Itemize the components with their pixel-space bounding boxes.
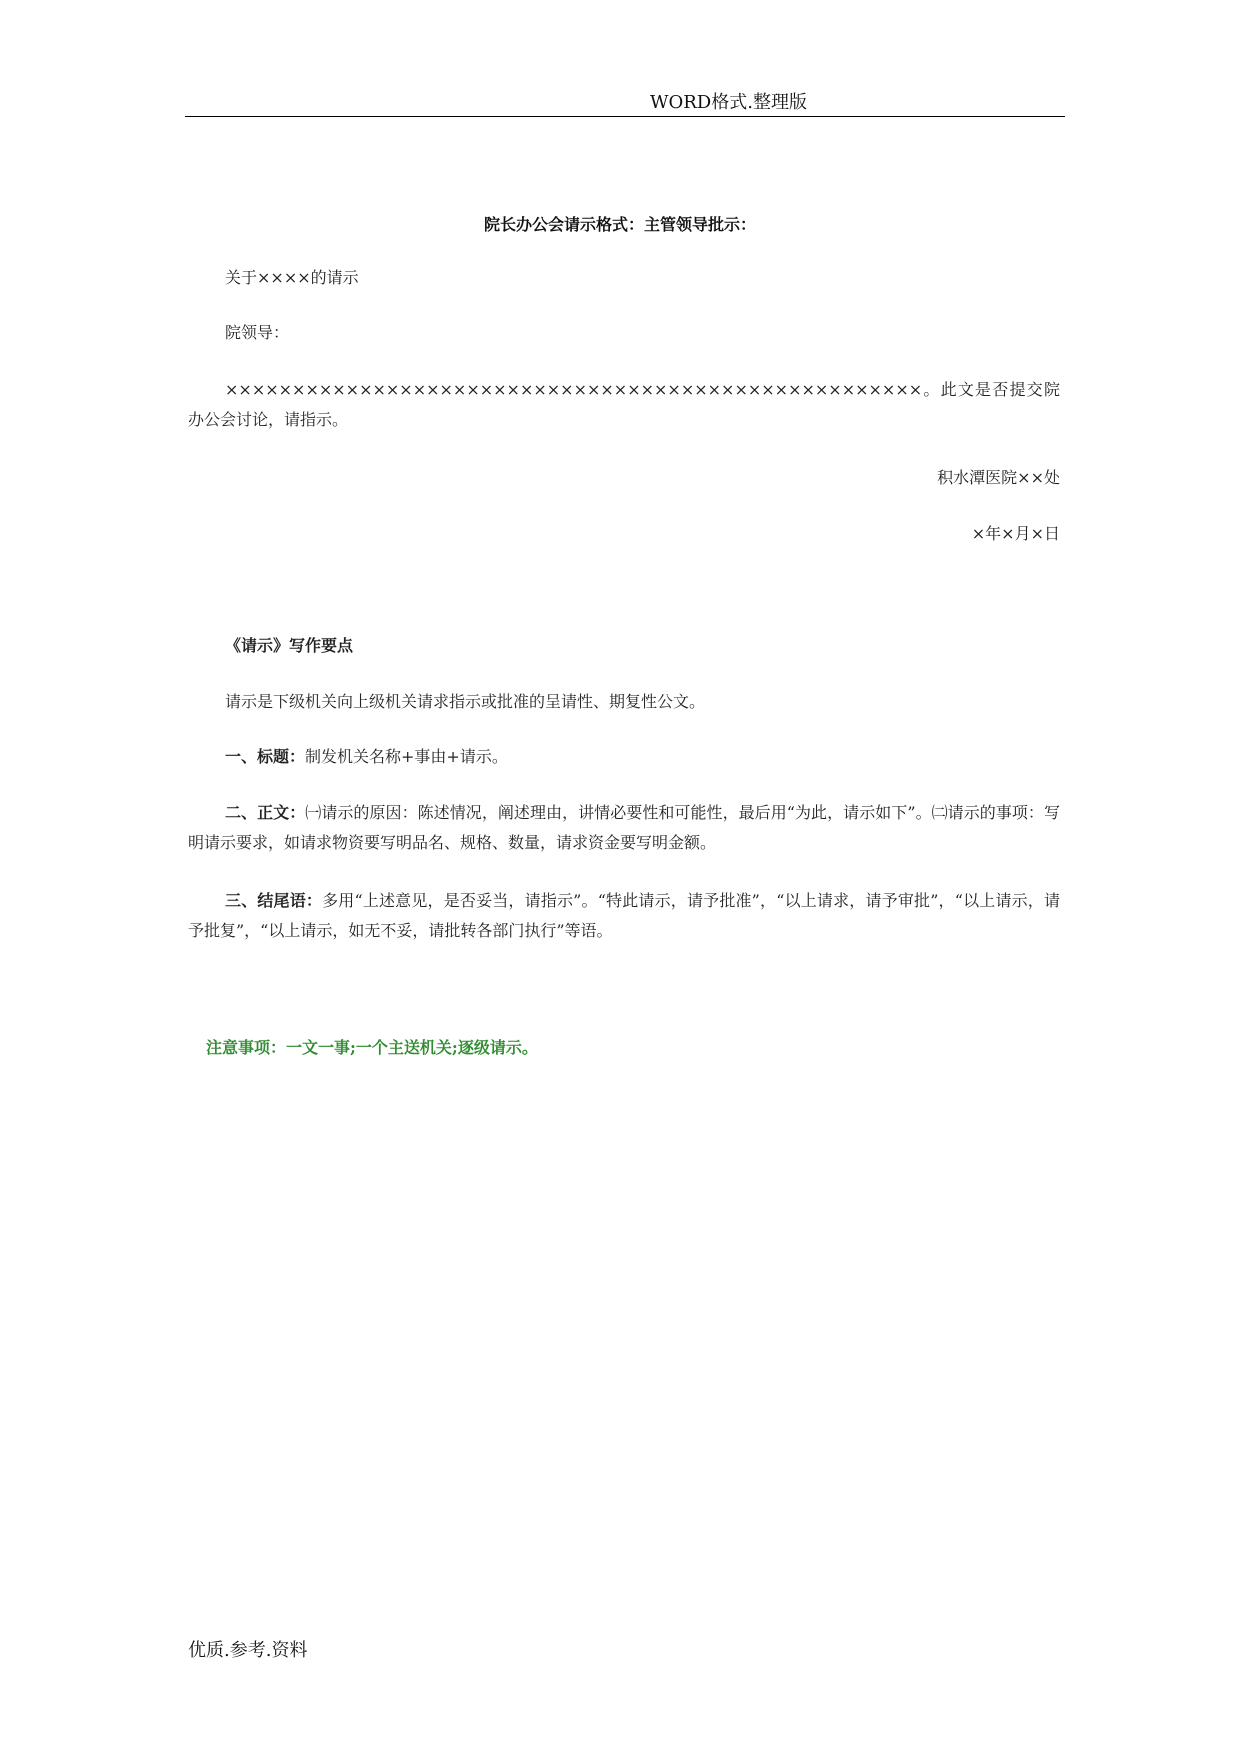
page-footer: 优质.参考.资料 xyxy=(188,1640,308,1661)
section-label: 二、正文： xyxy=(225,803,306,822)
request-body-text: 。此文是否提交院办公会讨论，请指示。 xyxy=(188,380,1060,429)
request-salutation: 院领导： xyxy=(225,323,290,342)
section-label: 三、结尾语： xyxy=(225,891,323,910)
guide-note: 注意事项：一文一事;一个主送机关;逐级请示。 xyxy=(206,1038,538,1057)
request-date: ×年×月×日 xyxy=(971,524,1060,543)
guide-section-closing xyxy=(188,886,1060,946)
section-label: 一、标题： xyxy=(225,747,306,766)
request-body xyxy=(188,375,1060,435)
request-subject: 关于××××的请示 xyxy=(225,268,359,287)
section-text: 多用“上述意见，是否妥当，请指示”。“特此请示，请予批准”，“以上请求，请予审批”，“以上请示，请予批复”，“以上请示，如无不妥，请批转各部门执行”等语。 xyxy=(188,891,1060,940)
guide-heading: 《请示》写作要点 xyxy=(225,636,354,655)
section-text: 制发机关名称+事由+请示。 xyxy=(305,747,508,766)
header-text: WORD格式.整理版 xyxy=(650,92,807,113)
section-text: ㈠请示的原因：陈述情况，阐述理由，讲情必要性和可能性，最后用“为此，请示如下”。㈡请示的事项：写明请示要求，如请求物资要写明品名、规格、数量，请求资金要写明金额。 xyxy=(188,803,1060,852)
guide-section-title xyxy=(225,742,508,772)
document-title: 院长办公会请示格式：主管领导批示： xyxy=(483,215,756,234)
request-sender: 积水潭医院××处 xyxy=(937,468,1060,487)
guide-section-body xyxy=(188,798,1060,858)
page-header xyxy=(185,88,1065,117)
guide-intro: 请示是下级机关向上级机关请求指示或批准的呈请性、期复性公文。 xyxy=(225,692,706,711)
request-body-placeholder: ×××××××××××××××××××××××××××××××××××××××××××××××××××× xyxy=(225,380,923,399)
